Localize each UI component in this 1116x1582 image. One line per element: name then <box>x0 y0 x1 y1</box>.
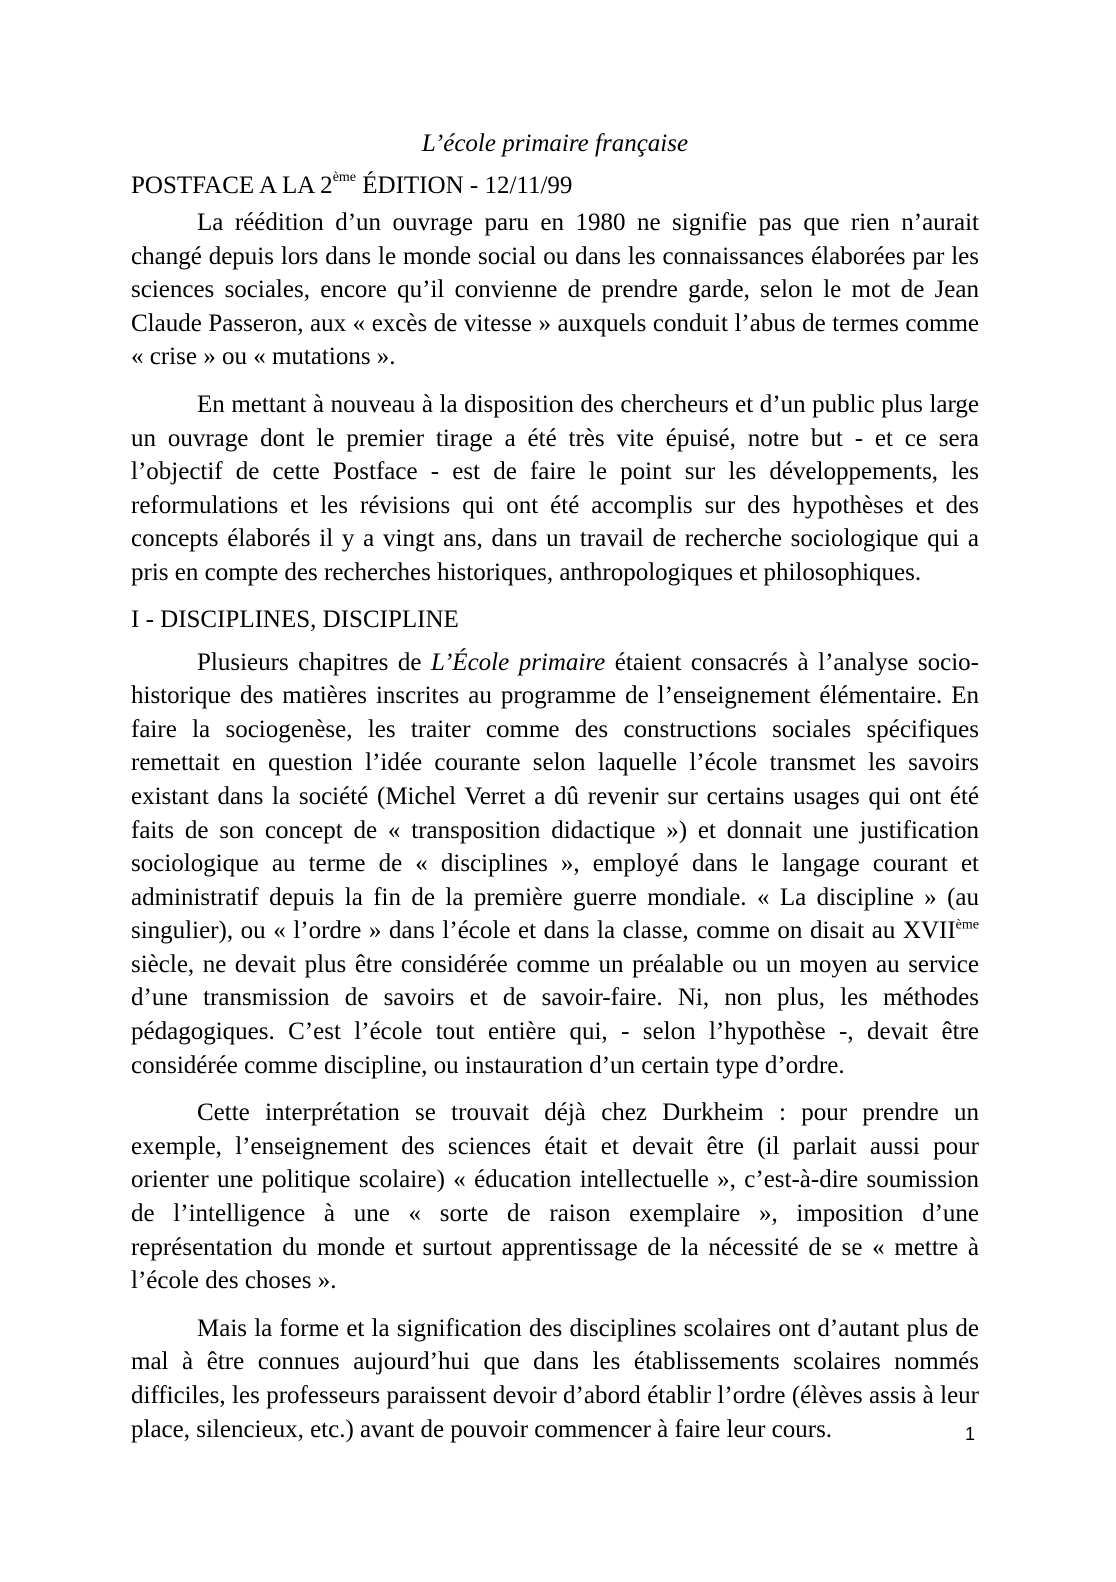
section-heading: I - DISCIPLINES, DISCIPLINE <box>131 605 459 633</box>
paragraph-disciplines-part3: siècle, ne devait plus être considérée comme un préalable ou un moyen au service d’une transmission de savoirs et de savoir-faire. Ni, non plus, les méthodes pédagogiques. C’est l’école tout entière qui, - selon l’hypothèse -, devait être considérée comme discipline, ou instauration d’un certain type d’ordre. <box>131 950 979 1079</box>
postface-heading <box>131 170 979 202</box>
paragraph-objectif: En mettant à nouveau à la disposition des chercheurs et d’un public plus large un ouvrage dont le premier tirage a été très vite épuisé, notre but - et ce sera l’objectif de cette Postface - est de faire le point sur les développements, les reformulations et les révisions qui ont été accomplis sur des hypothèses et des concepts élaborés il y a vingt ans, dans un travail de recherche sociologique qui a pris en compte des recherches historiques, anthropologiques et philosophiques. <box>131 390 979 586</box>
paragraph-disciplines <box>131 646 979 1083</box>
heading-text-start: POSTFACE A LA 2 <box>131 172 333 199</box>
running-title: L’école primaire française <box>421 130 689 157</box>
paragraph-disciplines-part2: étaient consacrés à l’analyse socio-historique des matières inscrites au programme de l’enseignement élémentaire. En faire la sociogenèse, les traiter comme des constructions sociales spécifiques remettait en question l’idée courante selon laquelle l’école transmet les savoirs existant dans la société (Michel Verret a dû revenir sur certains usages qui ont été faits de son concept de « transposition didactique ») et donnait une justification sociologique au terme de « disciplines », employé dans le langage courant et administratif depuis la fin de la première guerre mondiale. « La discipline » (au singulier), ou « l’ordre » dans l’école et dans la classe, comme on disait au XVII <box>131 648 979 945</box>
document-page <box>131 128 979 1460</box>
paragraph-disciplines-part1: Plusieurs chapitres de <box>197 648 431 676</box>
page-number: 1 <box>965 1424 976 1444</box>
paragraph-forme-signification: Mais la forme et la signification des disciplines scolaires ont d’autant plus de mal à être connues aujourd’hui que dans les établissements scolaires nommés difficiles, les professeurs paraissent devoir d’abord établir l’ordre (élèves assis à leur place, silencieux, etc.) avant de pouvoir commencer à faire leur cours. <box>131 1314 979 1443</box>
paragraph-reedition: La réédition d’un ouvrage paru en 1980 ne signifie pas que rien n’aurait changé depuis lors dans le monde social ou dans les connaissances élaborées par les sciences sociales, encore qu’il convienne de prendre garde, selon le mot de Jean Claude Passeron, aux « excès de vitesse » auxquels conduit l’abus de termes comme « crise » ou « mutations ». <box>131 209 979 371</box>
heading-text-end: ÉDITION - 12/11/99 <box>356 172 573 199</box>
century-superscript: ème <box>955 917 979 933</box>
paragraph-durkheim: Cette interprétation se trouvait déjà chez Durkheim : pour prendre un exemple, l’enseignement des sciences était et devait être (il parlait aussi pour orienter une politique scolaire) « éducation intellectuelle », c’est-à-dire soumission de l’intelligence à une « sorte de raison exemplaire », imposition d’une représentation du monde et surtout apprentissage de la nécessité de se « mettre à l’école des choses ». <box>131 1099 979 1295</box>
heading-superscript: ème <box>332 169 357 185</box>
book-title-italic: L’École primaire <box>431 648 606 676</box>
